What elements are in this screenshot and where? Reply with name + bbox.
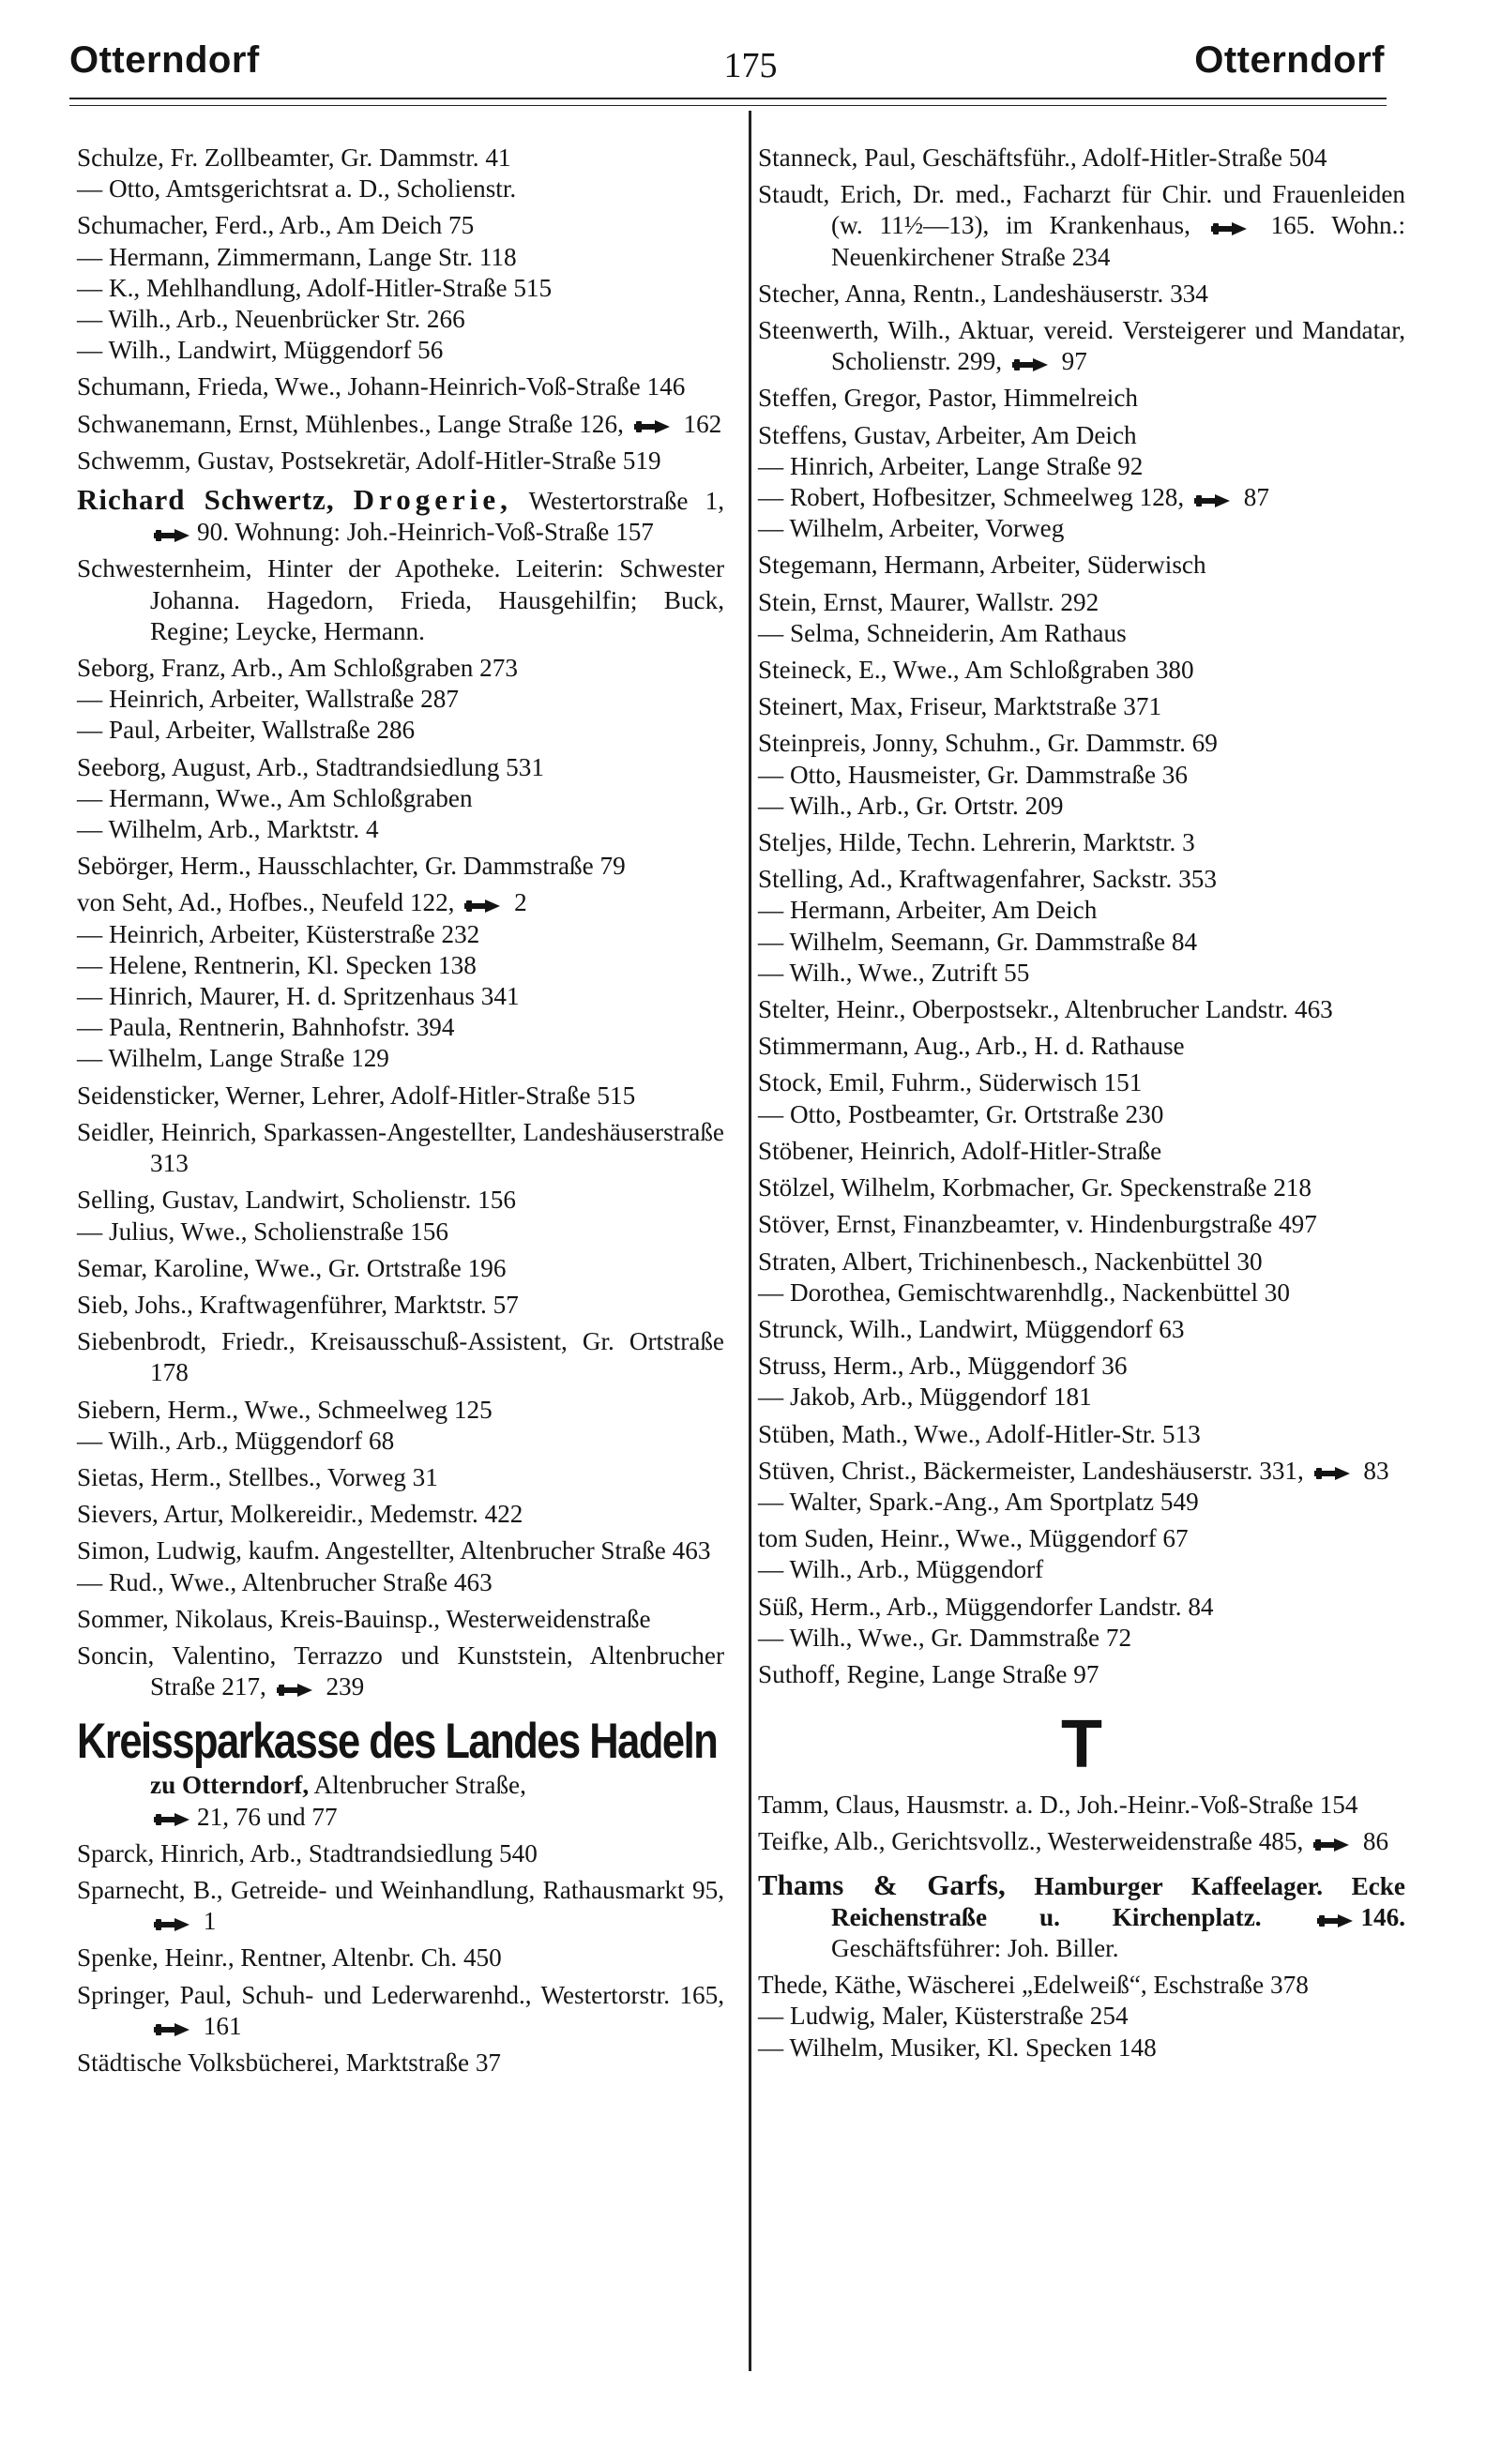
- advertiser-business: Hamburger Kaffeelager. Ecke Reichenstraße u. Kirchenplatz.: [831, 1871, 1405, 1931]
- directory-entry: Sommer, Nikolaus, Kreis-Bauinsp., Westerweidenstraße: [77, 1604, 651, 1633]
- telephone-icon: [275, 1682, 314, 1697]
- directory-entry: Sebörger, Herm., Hausschlachter, Gr. Dammstraße 79: [77, 852, 626, 881]
- telephone-icon: [1010, 356, 1050, 371]
- directory-entry: Steljes, Hilde, Techn. Lehrerin, Marktstr. 3: [758, 828, 1195, 857]
- directory-entry: Teifke, Alb., Gerichtsvollz., Westerweidenstraße 485, 86: [758, 1827, 1389, 1856]
- bank-street: Altenbrucher Straße,: [313, 1771, 526, 1800]
- directory-entry: — Hinrich, Maurer, H. d. Spritzenhaus 341: [77, 982, 520, 1011]
- bank-name: Kreissparkasse des Landes Hadeln: [77, 1714, 718, 1770]
- directory-entry: — Jakob, Arb., Müggendorf 181: [758, 1383, 1092, 1412]
- directory-entry: Seidensticker, Werner, Lehrer, Adolf-Hitler-Straße 515: [77, 1081, 636, 1110]
- directory-entry: Stelling, Ad., Kraftwagenfahrer, Sackstr. 353: [758, 865, 1217, 894]
- directory-entry: — Helene, Rentnerin, Kl. Specken 138: [77, 950, 477, 979]
- telephone-icon: [1315, 1912, 1355, 1927]
- directory-entry: Stöver, Ernst, Finanzbeamter, v. Hindenburgstraße 497: [758, 1210, 1317, 1239]
- directory-entry: Thede, Käthe, Wäscherei „Edelweiß“, Eschstraße 378: [758, 1971, 1309, 2000]
- directory-entry: — Otto, Amtsgerichtsrat a. D., Scholienstr.: [77, 174, 517, 204]
- directory-entry: Süß, Herm., Arb., Müggendorfer Landstr. 84: [758, 1592, 1214, 1621]
- directory-entry: Seborg, Franz, Arb., Am Schloßgraben 273: [77, 654, 518, 683]
- directory-entry: Sieb, Johs., Kraftwagenführer, Marktstr. 57: [77, 1290, 519, 1319]
- directory-entry: Sietas, Herm., Stellbes., Vorweg 31: [77, 1462, 438, 1491]
- directory-entry: — Ludwig, Maler, Küsterstraße 254: [758, 2002, 1129, 2031]
- telephone-icon: [152, 527, 191, 542]
- directory-entry: Siebenbrodt, Friedr., Kreisausschuß-Assistent, Gr. Ortstraße 178: [77, 1327, 724, 1387]
- advertiser-phone: 90.: [197, 518, 229, 547]
- bank-phone-numbers: 21, 76 und 77: [197, 1802, 338, 1831]
- advertiser-name: Thams & Garfs,: [758, 1867, 1006, 1901]
- directory-entry: — Wilh., Arb., Müggendorf: [758, 1555, 1044, 1584]
- directory-entry: Siebern, Herm., Wwe., Schmeelweg 125: [77, 1395, 493, 1424]
- advertisement-thams-garfs: [758, 1869, 1405, 1965]
- directory-entry: Schwesternheim, Hinter der Apotheke. Leiterin: Schwester Johanna. Hagedorn, Frieda, Hausgehilfin; Buck, Regine; Leycke, Hermann.: [77, 554, 724, 645]
- directory-entry: Sparck, Hinrich, Arb., Stadtrandsiedlung 540: [77, 1838, 538, 1867]
- directory-entry: — Walter, Spark.-Ang., Am Sportplatz 549: [758, 1487, 1199, 1516]
- directory-entry: Seidler, Heinrich, Sparkassen-Angestellter, Landeshäuserstraße 313: [77, 1117, 724, 1178]
- header-town-left: Otterndorf: [69, 39, 260, 81]
- directory-entry: — Wilhelm, Arb., Marktstr. 4: [77, 815, 379, 844]
- advertiser-manager: Geschäftsführer: Joh. Biller.: [831, 1933, 1119, 1962]
- telephone-icon: [152, 1916, 191, 1931]
- bank-phones: [77, 1802, 724, 1833]
- directory-entry: Sievers, Artur, Molkereidir., Medemstr. 422: [77, 1500, 523, 1529]
- directory-entry: Schulze, Fr. Zollbeamter, Gr. Dammstr. 41: [77, 144, 511, 172]
- directory-entry: Stölzel, Wilhelm, Korbmacher, Gr. Speckenstraße 218: [758, 1173, 1311, 1202]
- column-divider: [749, 111, 751, 2371]
- directory-entry: Schumann, Frieda, Wwe., Johann-Heinrich-Voß-Straße 146: [77, 372, 686, 401]
- directory-entry: — Otto, Hausmeister, Gr. Dammstraße 36: [758, 760, 1188, 789]
- directory-entry: Steinpreis, Jonny, Schuhm., Gr. Dammstr. 69: [758, 729, 1218, 758]
- header-town-right: Otterndorf: [1194, 39, 1385, 81]
- directory-entry: — Otto, Postbeamter, Gr. Ortstraße 230: [758, 1099, 1164, 1128]
- directory-entry: Städtische Volksbücherei, Marktstraße 37: [77, 2048, 502, 2077]
- advertiser-name: Richard Schwertz,: [77, 483, 335, 517]
- directory-entry: Struss, Herm., Arb., Müggendorf 36: [758, 1352, 1128, 1381]
- directory-entry: Semar, Karoline, Wwe., Gr. Ortstraße 196: [77, 1253, 507, 1282]
- directory-entry: — Rud., Wwe., Altenbrucher Straße 463: [77, 1567, 493, 1596]
- directory-entry: — Wilhelm, Seemann, Gr. Dammstraße 84: [758, 927, 1198, 956]
- directory-entry: Schwanemann, Ernst, Mühlenbes., Lange Straße 126, 162: [77, 409, 722, 438]
- header-rule: [69, 98, 1387, 99]
- directory-entry: Soncin, Valentino, Terrazzo und Kunststein, Altenbrucher Straße 217, 239: [77, 1640, 724, 1701]
- bank-location: zu Otterndorf,: [150, 1771, 310, 1800]
- directory-entry: Schumacher, Ferd., Arb., Am Deich 75: [77, 211, 475, 240]
- section-letter: T: [1061, 1707, 1102, 1783]
- directory-entry: Steinert, Max, Friseur, Marktstraße 371: [758, 692, 1162, 721]
- directory-entry: — K., Mehlhandlung, Adolf-Hitler-Straße 515: [77, 273, 553, 302]
- directory-entry: — Wilh., Wwe., Zutrift 55: [758, 958, 1030, 987]
- directory-entry: Stelter, Heinr., Oberpostsekr., Altenbrucher Landstr. 463: [758, 995, 1333, 1024]
- directory-entry: Stimmermann, Aug., Arb., H. d. Rathause: [758, 1032, 1185, 1061]
- advertiser-phone: 146.: [1360, 1902, 1406, 1931]
- directory-entry: — Wilh., Wwe., Gr. Dammstraße 72: [758, 1623, 1132, 1652]
- directory-entry: Springer, Paul, Schuh- und Lederwarenhd., Westertorstr. 165, 161: [77, 1980, 724, 2040]
- directory-entry: — Robert, Hofbesitzer, Schmeelweg 128, 87: [758, 483, 1269, 512]
- advertisement-drogerie: [77, 484, 724, 548]
- directory-entry: Stein, Ernst, Maurer, Wallstr. 292: [758, 587, 1099, 616]
- directory-entry: — Wilh., Arb., Müggendorf 68: [77, 1426, 395, 1455]
- telephone-icon: [152, 1811, 191, 1826]
- telephone-icon: [152, 2021, 191, 2036]
- directory-entry: — Wilhelm, Lange Straße 129: [77, 1044, 389, 1073]
- directory-entry: Steineck, E., Wwe., Am Schloßgraben 380: [758, 656, 1194, 685]
- directory-entry: — Selma, Schneiderin, Am Rathaus: [758, 618, 1127, 647]
- directory-entry: — Heinrich, Arbeiter, Küsterstraße 232: [77, 919, 480, 948]
- directory-entry: Steffen, Gregor, Pastor, Himmelreich: [758, 384, 1139, 413]
- advertisement-bank: [77, 1714, 724, 1832]
- telephone-icon: [1192, 492, 1232, 507]
- directory-entry: tom Suden, Heinr., Wwe., Müggendorf 67: [758, 1524, 1189, 1553]
- directory-entry: Stüben, Math., Wwe., Adolf-Hitler-Str. 513: [758, 1419, 1201, 1448]
- left-column: [77, 143, 724, 2079]
- directory-entry: Staudt, Erich, Dr. med., Facharzt für Chir. und Frauenleiden (w. 11½—13), im Krankenhaus, 165. Wohn.: Neuenkirchener Straße 234: [758, 180, 1406, 271]
- directory-entry: Tamm, Claus, Hausmstr. a. D., Joh.-Heinr.-Voß-Straße 154: [758, 1791, 1358, 1820]
- directory-entry: Steenwerth, Wilh., Aktuar, vereid. Versteigerer und Mandatar, Scholienstr. 299, 97: [758, 316, 1405, 376]
- telephone-icon: [1312, 1465, 1352, 1480]
- directory-entry: — Wilh., Landwirt, Müggendorf 56: [77, 336, 444, 365]
- directory-entry: Stegemann, Hermann, Arbeiter, Süderwisch: [758, 551, 1206, 580]
- directory-entry: Simon, Ludwig, kaufm. Angestellter, Altenbrucher Straße 463: [77, 1536, 711, 1565]
- directory-entry: Straten, Albert, Trichinenbesch., Nackenbüttel 30: [758, 1247, 1263, 1276]
- advertiser-business: Drogerie,: [353, 483, 512, 517]
- directory-entry: Seeborg, August, Arb., Stadtrandsiedlung 531: [77, 752, 544, 781]
- directory-entry: — Hermann, Arbeiter, Am Deich: [758, 896, 1098, 925]
- directory-entry: Stock, Emil, Fuhrm., Süderwisch 151: [758, 1068, 1143, 1097]
- directory-entry: — Dorothea, Gemischtwarenhdlg., Nackenbüttel 30: [758, 1277, 1290, 1307]
- directory-entry: Strunck, Wilh., Landwirt, Müggendorf 63: [758, 1314, 1185, 1343]
- right-column: [758, 143, 1405, 2063]
- directory-entry: Sparnecht, B., Getreide- und Weinhandlung, Rathausmarkt 95, 1: [77, 1875, 724, 1936]
- directory-entry: Stanneck, Paul, Geschäftsführ., Adolf-Hitler-Straße 504: [758, 144, 1327, 172]
- directory-entry: — Heinrich, Arbeiter, Wallstraße 287: [77, 685, 459, 714]
- directory-entry: von Seht, Ad., Hofbes., Neufeld 122, 2: [77, 888, 527, 917]
- advertiser-address: Westertorstraße 1,: [528, 487, 725, 516]
- header-rule-thin: [69, 105, 1387, 106]
- directory-entry: — Wilh., Arb., Neuenbrücker Str. 266: [77, 305, 465, 334]
- bank-address: [77, 1770, 724, 1801]
- directory-entry: — Hermann, Wwe., Am Schloßgraben: [77, 783, 473, 812]
- telephone-icon: [462, 898, 502, 913]
- directory-entry: Stöbener, Heinrich, Adolf-Hitler-Straße: [758, 1136, 1162, 1165]
- directory-entry: Steffens, Gustav, Arbeiter, Am Deich: [758, 420, 1137, 449]
- directory-entry: Suthoff, Regine, Lange Straße 97: [758, 1659, 1099, 1688]
- directory-entry: Spenke, Heinr., Rentner, Altenbr. Ch. 450: [77, 1943, 502, 1973]
- telephone-icon: [1311, 1837, 1351, 1852]
- directory-entry: Selling, Gustav, Landwirt, Scholienstr. 156: [77, 1186, 516, 1215]
- directory-entry: — Wilh., Arb., Gr. Ortstr. 209: [758, 791, 1064, 820]
- directory-entry: — Wilhelm, Musiker, Kl. Specken 148: [758, 2033, 1157, 2062]
- directory-entry: Schwemm, Gustav, Postsekretär, Adolf-Hitler-Straße 519: [77, 446, 661, 475]
- directory-entry: Stecher, Anna, Rentn., Landeshäuserstr. 334: [758, 279, 1208, 308]
- directory-entry: — Hinrich, Arbeiter, Lange Straße 92: [758, 451, 1144, 480]
- page-number: 175: [723, 46, 778, 85]
- directory-entry: — Paula, Rentnerin, Bahnhofstr. 394: [77, 1013, 455, 1042]
- telephone-icon: [632, 418, 672, 433]
- directory-entry: — Wilhelm, Arbeiter, Vorweg: [758, 514, 1065, 543]
- directory-entry: — Julius, Wwe., Scholienstraße 156: [77, 1217, 448, 1246]
- directory-entry: — Paul, Arbeiter, Wallstraße 286: [77, 716, 416, 745]
- page-header: [0, 0, 1501, 103]
- directory-entry: Stüven, Christ., Bäckermeister, Landeshäuserstr. 331, 83: [758, 1456, 1389, 1485]
- telephone-icon: [1209, 220, 1249, 235]
- advertiser-residence: Wohnung: Joh.-Heinrich-Voß-Straße 157: [235, 518, 654, 547]
- directory-entry: — Hermann, Zimmermann, Lange Str. 118: [77, 242, 517, 271]
